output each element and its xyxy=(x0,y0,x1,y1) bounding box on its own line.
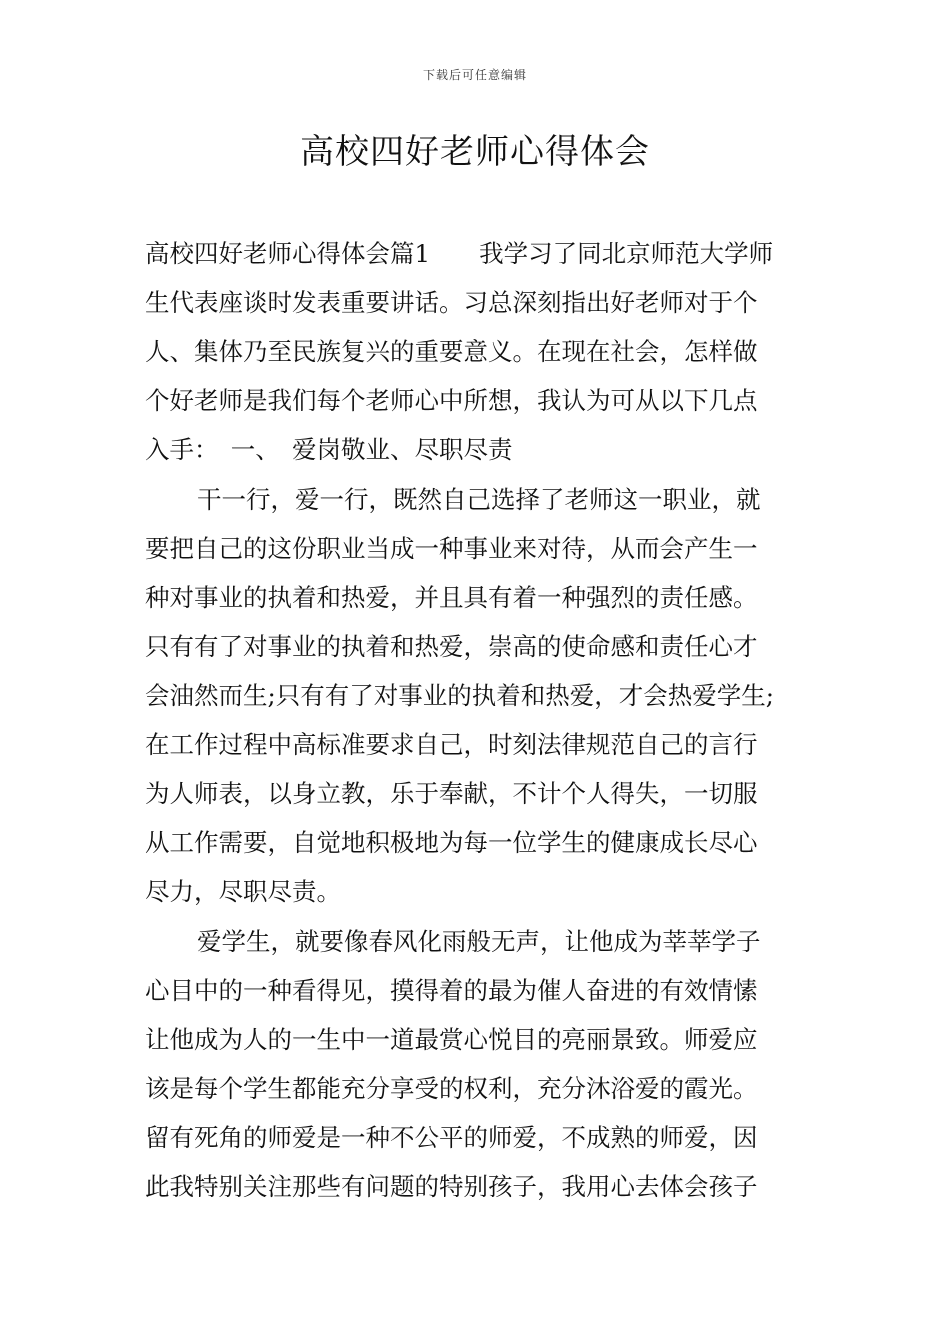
text-line: 种对事业的执着和热爱，并且具有着一种强烈的责任感。 xyxy=(145,583,758,612)
text-line: 心目中的一种看得见，摸得着的最为催人奋进的有效情愫 xyxy=(145,976,758,1005)
paragraph-3 xyxy=(145,917,821,1211)
text-line: 尽力，尽职尽责。 xyxy=(145,877,341,906)
document-title: 高校四好老师心得体会 xyxy=(300,132,650,172)
text-line: 爱学生，就要像春风化雨般无声，让他成为莘莘学子 xyxy=(197,927,761,956)
paragraph-1 xyxy=(145,229,821,474)
text-line: 个好老师是我们每个老师心中所想，我认为可从以下几点 xyxy=(145,386,758,415)
paragraph-2 xyxy=(145,475,821,916)
text-line: 人、集体乃至民族复兴的重要意义。在现在社会，怎样做 xyxy=(145,337,758,366)
header-note: 下载后可任意编辑 xyxy=(422,68,527,82)
text-line: 生代表座谈时发表重要讲话。习总深刻指出好老师对于个 xyxy=(145,288,758,317)
text-line: 高校四好老师心得体会篇1 我学习了同北京师范大学师 xyxy=(145,239,774,268)
text-line: 为人师表，以身立教，乐于奉献，不计个人得失，一切服 xyxy=(145,779,758,808)
text-line: 会油然而生;只有有了对事业的执着和热爱，才会热爱学生; xyxy=(145,681,775,710)
text-line: 让他成为人的一生中一道最赏心悦目的亮丽景致。师爱应 xyxy=(145,1025,758,1054)
text-line: 要把自己的这份职业当成一种事业来对待，从而会产生一 xyxy=(145,534,758,563)
text-line: 入手： 一、 爱岗敬业、尽职尽责 xyxy=(145,435,513,464)
text-line: 只有有了对事业的执着和热爱，崇高的使命感和责任心才 xyxy=(145,632,758,661)
text-line: 从工作需要，自觉地积极地为每一位学生的健康成长尽心 xyxy=(145,828,758,857)
text-line: 此我特别关注那些有问题的特别孩子，我用心去体会孩子 xyxy=(145,1172,758,1201)
text-line: 干一行，爱一行，既然自己选择了老师这一职业，就 xyxy=(197,485,761,514)
text-line: 该是每个学生都能充分享受的权利，充分沐浴爱的霞光。 xyxy=(145,1074,758,1103)
text-line: 留有死角的师爱是一种不公平的师爱，不成熟的师爱，因 xyxy=(145,1123,758,1152)
document-body xyxy=(145,229,821,1211)
text-line: 在工作过程中高标准要求自己，时刻法律规范自己的言行 xyxy=(145,730,758,759)
